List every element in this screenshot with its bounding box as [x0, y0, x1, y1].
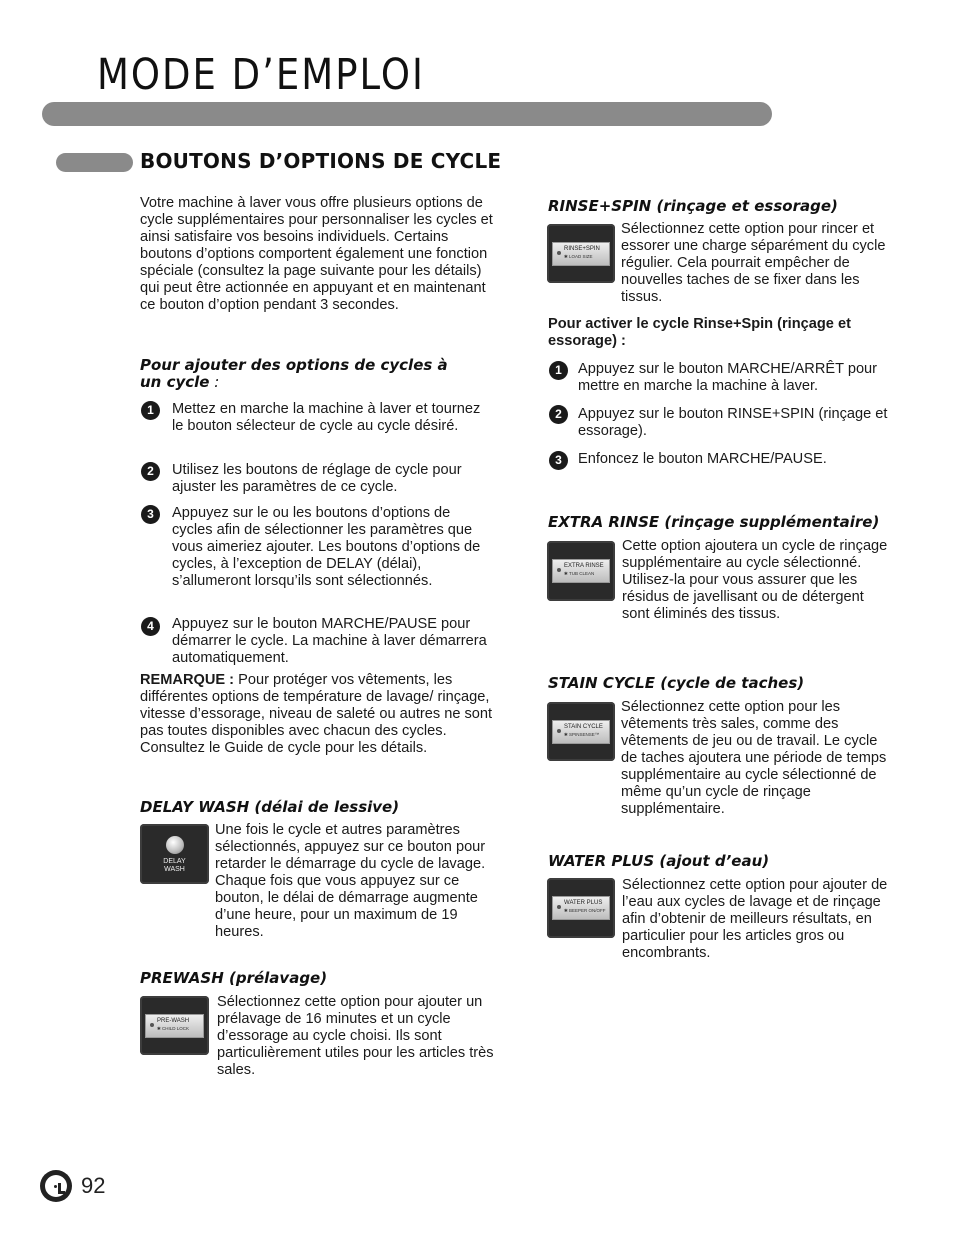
delay-button-label-1: DELAY — [163, 858, 186, 865]
rs-step-number-2: 2 — [549, 405, 568, 424]
extra-rinse-heading: EXTRA RINSE (rinçage supplémentaire) — [548, 513, 880, 531]
water-plus-button-image — [547, 878, 615, 938]
prewash-text: Sélectionnez cette option pour ajouter un prélavage de 16 minutes et un cycle d’essorage au cycle choisi. Ils sont particulièrement utiles pour les articles très sales. — [217, 994, 494, 1078]
water-plus-text: Sélectionnez cette option pour ajouter de l’eau aux cycles de lavage et de rinçage afin d’obtenir de meilleurs résultats, en particulier pour les articles gros ou encombrants. — [622, 877, 888, 961]
delay-button-label-2: WASH — [164, 866, 185, 873]
intro-paragraph: Votre machine à laver vous offre plusieurs options de cycle supplémentaires pour personnaliser les cycles et ainsi satisfaire vos besoins individuels. Certains boutons d’options comportent également une fonction spéciale (consultez la page suivante pour les détails) qui peut être actionnée en appuyant et en maintenant ce bouton d’option pendant 3 secondes. — [140, 195, 493, 313]
lg-logo-icon — [40, 1170, 72, 1202]
rs-step-number-1: 1 — [549, 361, 568, 380]
page-number: 92 — [81, 1173, 106, 1198]
rinse-spin-button-image — [547, 224, 615, 283]
header-bar — [42, 102, 772, 126]
rinse-spin-text: Sélectionnez cette option pour rincer et essorer une charge séparément du cycle régulier. Cela pourrait empêcher de nouvelles taches de se fixer dans les tissus. — [621, 221, 886, 305]
step-number-4: 4 — [141, 617, 160, 636]
section-marker — [56, 153, 133, 172]
rs-step-2: Appuyez sur le bouton RINSE+SPIN (rinçage et essorage). — [578, 406, 888, 439]
step-number-3: 3 — [141, 505, 160, 524]
section-title: BOUTONS D’OPTIONS DE CYCLE — [140, 149, 502, 173]
rs-step-1: Appuyez sur le bouton MARCHE/ARRÊT pour mettre en marche la machine à laver. — [578, 361, 878, 394]
prewash-heading: PREWASH (prélavage) — [140, 969, 328, 987]
delay-wash-heading: DELAY WASH (délai de lessive) — [140, 798, 400, 816]
rinse-spin-heading: RINSE+SPIN (rinçage et essorage) — [548, 197, 838, 215]
water-plus-button-sublabel: ✱ BEEPER ON/OFF — [564, 908, 606, 913]
add-step-4: Appuyez sur le bouton MARCHE/PAUSE pour démarrer le cycle. La machine à laver démarrera automatiquement. — [172, 616, 487, 666]
step-number-2: 2 — [141, 462, 160, 481]
stain-cycle-heading: STAIN CYCLE (cycle de taches) — [548, 674, 805, 692]
rinse-spin-button-label: RINSE+SPIN — [564, 246, 600, 252]
delay-wash-button-image — [140, 824, 209, 884]
add-step-2: Utilisez les boutons de réglage de cycle pour ajuster les paramètres de ce cycle. — [172, 462, 462, 495]
add-step-3: Appuyez sur le ou les boutons d’options de cycles afin de sélectionner les paramètres que vous aimeriez ajouter. Les boutons d’options de cycles, à l’exception de DELAY (délai), s’allumeront lorsqu’ils sont sélectionnés. — [172, 505, 481, 589]
rinse-spin-button-sublabel: ✱ LOAD SIZE — [564, 254, 593, 259]
stain-cycle-button-label: STAIN CYCLE — [564, 724, 603, 730]
delay-wash-text: Une fois le cycle et autres paramètres sélectionnés, appuyez sur ce bouton pour retarder le démarrage du cycle de lavage. Chaque fois que vous appuyez sur ce bouton, le délai de démarrage augmente d’une heure, pour un maximum de 19 heures. — [215, 822, 486, 940]
prewash-button-image — [140, 996, 209, 1055]
prewash-button-label: PRE-WASH — [157, 1018, 190, 1024]
stain-cycle-button-image — [547, 702, 615, 761]
extra-rinse-button-image — [547, 541, 615, 601]
rs-step-number-3: 3 — [549, 451, 568, 470]
delay-knob-icon — [166, 836, 184, 854]
add-step-1: Mettez en marche la machine à laver et tournez le bouton sélecteur de cycle au cycle désiré. — [172, 401, 481, 434]
rinse-spin-activate-label: Pour activer le cycle Rinse+Spin (rinçage et essorage) : — [548, 316, 851, 349]
add-options-heading: Pour ajouter des options de cycles à un cycle : — [140, 356, 448, 391]
rs-step-3: Enfoncez le bouton MARCHE/PAUSE. — [578, 451, 827, 467]
stain-cycle-text: Sélectionnez cette option pour les vêtements très sales, comme des vêtements de jeu ou de travail. Le cycle de taches ajoutera une période de temps supplémentaire au cycle sélectionné de même qu’un cycle de rinçage supplémentaire. — [621, 699, 887, 817]
step-number-1: 1 — [141, 401, 160, 420]
note-paragraph: REMARQUE : Pour protéger vos vêtements, les différentes options de température de lavage/ rinçage, vitesse d’essorage, niveau de saleté ou autres ne sont pas toutes disponibles avec chacun des cycles. Consultez le Guide de cycle pour les détails. — [140, 672, 493, 756]
prewash-button-sublabel: ✱ CHILD LOCK — [157, 1026, 190, 1031]
extra-rinse-button-sublabel: ✱ TUB CLEAN — [564, 571, 595, 576]
extra-rinse-text: Cette option ajoutera un cycle de rinçage supplémentaire au cycle sélectionné. Utilisez-la pour vous assurer que les résidus de javellisant ou de détergent sont éliminés des tissus. — [622, 538, 888, 622]
water-plus-button-label: WATER PLUS — [564, 900, 603, 906]
page-title: MODE D’EMPLOI — [97, 50, 425, 100]
water-plus-heading: WATER PLUS (ajout d’eau) — [548, 852, 770, 870]
stain-cycle-button-sublabel: ✱ SPINSENSE™ — [564, 732, 600, 737]
extra-rinse-button-label: EXTRA RINSE — [564, 563, 604, 569]
